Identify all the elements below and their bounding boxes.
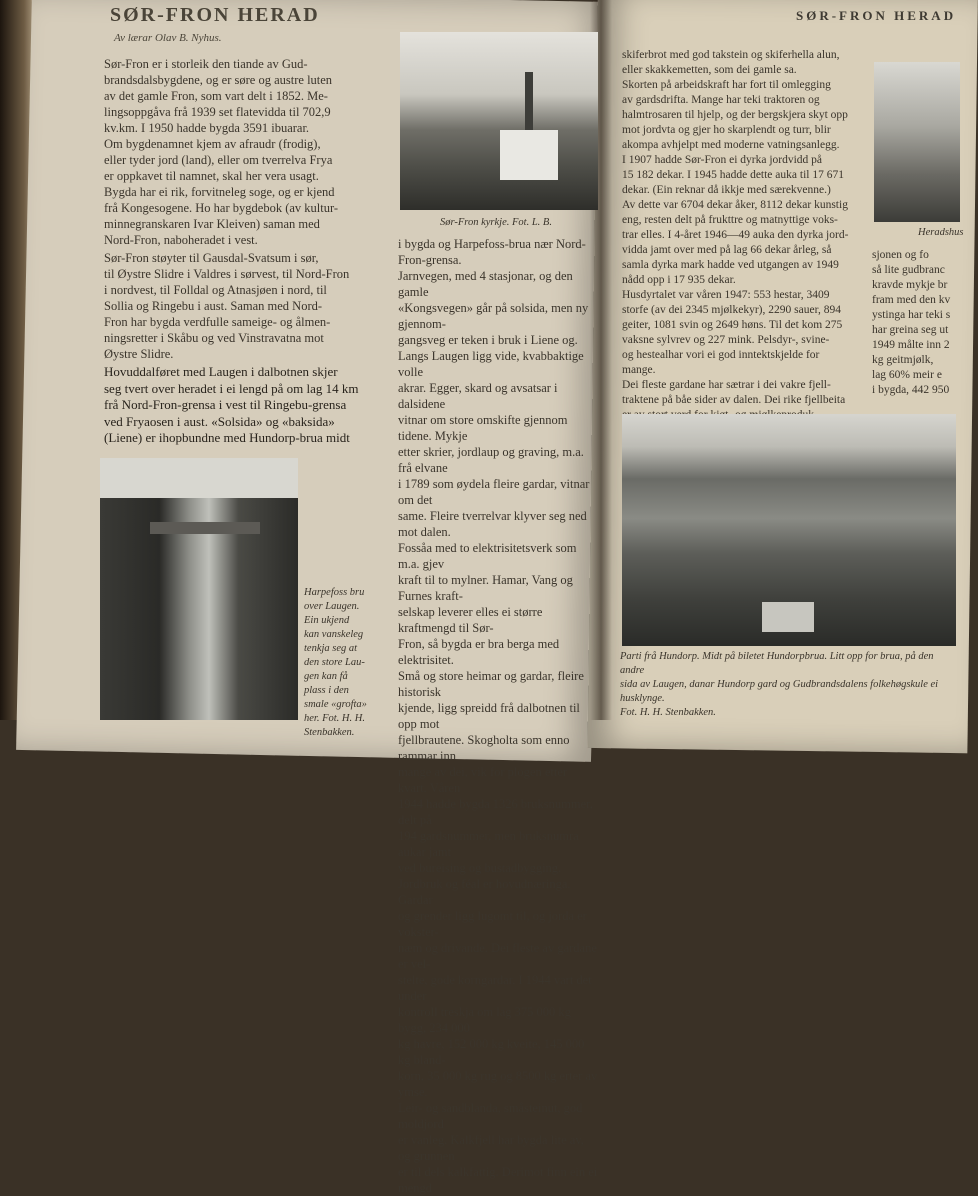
text-column-intro: Sør-Fron er i storleik den tiande av Gud- brandsdalsbygdene, og er søre og austre luten av det gamle Fron, som vart delt i 1852. Me- lingsoppgåva frå 1939 set flatevidda til 702,9 kv.km. I 1950 hadde bygda 3591 ibuarar. Om bygdenamnet kjem av afraudr (frodig), eller tyder jord (land), eller om tverrelva Frya er oppkavet til namnet, skal her vera usagt. Bygda har ei rik, forvitneleg soge, og er kjend frå Kongesogene. Ho har bygdebok (av kultur- minnegranskaren Ivar Kleiven) saman med Nord-Fron, naboheradet i vest. [104,57,339,247]
bridge-photo [100,458,298,720]
valley-caption: Parti frå Hundorp. Midt på biletet Hundorpbrua. Litt opp for brua, på den andre sida av Laugen, danar Hundorp gard og Gudbrandsdalens folkehøgskule ei husklynge. Fot. H. H. Stenbakken. [620,651,939,718]
text-column-middle: i bygda og Harpefoss-brua nær Nord-Fron-grensa. Jarnvegen, med 4 stasjonar, og den gamle «Kongsvegen» går på solsida, men ny gjennom- gangsveg er teken i bruk i Liene og. Langs Laugen ligg vide, kvabbaktige volle akrar. Egger, skard og avsatsar i dalsidene vitnar om store omskifte gjennom tidene. Mykje etter skrier, jordlaup og graving, m.a. frå elvane i 1789 som øydela fleire gardar, vitnar om det same. Fleire tverrelvar klyver seg ned mot dalen. Fossåa med to elektrisitetsverk som m.a. gjev kraft til to mylner. Hamar, Vang og Furnes kraft- selskap leverer elles ei større kraftmengd til Sør- Fron, så bygda er bra berga med elektrisitet. Små og store heimar og gardar, fleire historisk kjende, ligg spreidd frå dalbotnen til opp mot fjellbrautene. Skogholta som enno rammar inn mange av dei, vik for plogen etter kvart. Våren 1944 hadde bygda 1326 bruksnummer, delt på 194 gardsnummer, men bruksnumra aukar jamt ved bureising og bustadbygging. Jordbruk og féal er hovudnæringa. Gardar og grender ligg lugomt til, og jorda er vokster- næm og drivande. Dei fleste av gardane er vel- stelte, gode korngardar. I 1944 vart det under kontroll treskja om lag 375 000 kg bygg, 234 000 kg havre, 152 000 kg kveite, 145 000 kg bland- korn, 35 000 kg rug og 8500 kg erter av ymse. Leir- og sandblanda, småsteinut, god moldjord er vanleg. Kalkfjell har bygda lite av, og grunnen er til dels kalkfattig. Derimot finn ein ei mengd [398,237,598,1195]
church-spire [525,72,533,132]
church-photo [400,32,598,210]
valley-photo [622,414,956,646]
page-title: SØR-FRON HERAD [110,4,320,26]
church-caption: Sør-Fron kyrkje. Fot. L. B. [440,217,552,228]
text-column-borders: Sør-Fron støyter til Gausdal-Svatsum i sør, til Øystre Slidre i Valdres i sørvest, til Nord-Fron i nordvest, til Folldal og Atnasjøen i nord, til Sollia og Ringebu i aust. Saman med Nord- Fron har bygda verdfulle sameige- og ålmen- ningsretter i Skåbu og ved Vinstravatna mot Øystre Slidre. [104,251,350,361]
bridge-caption: Harpefoss bru over Laugen. Ein ukjend kan vanskeleg tenkja seg at den store Lau- gen kan få plass i den smale «grofta» her. Fot. H. H. Stenbakken. [304,587,367,738]
text-column-valley: Hovuddalføret med Laugen i dalbotnen skjer seg tvert over heradet i ei lengd på om lag 14 km frå Nord-Fron-grensa i vest til Ringebu-grensa ved Fryaosen i aust. «Solsida» og «baksida» (Liene) er ihopbundne med Hundorp-brua midt [104,364,359,445]
bridge-span [150,522,260,534]
church-building [500,130,558,180]
valley-house [762,602,814,632]
heradshus-photo [874,62,960,222]
heradshus-caption: Heradshus [918,227,964,238]
text-column-right: skiferbrot med god takstein og skiferhella alun, eller skakkemetten, som dei gamle sa. Skorten på arbeidskraft har fort til omlegging av gardsdrifta. Mange har teki traktoren og halmtrosaren til hjelp, og der bergskjera skyt opp mot jordvta og gjer ho skarplendt og turr, blir akompa avhjelpt med moderne vatningsanlegg. I 1907 hadde Sør-Fron ei dyrka jordvidd på 15 182 dekar. I 1945 hadde dette auka til 17 671 dekar. (Ein reknar då ikkje med særekvenne.) Av dette var 6704 dekar åker, 8112 dekar kunstig eng, resten delt på frukttre og matnyttige voks- trar elles. I 4-året 1946—49 auka den dyrka jord- vidda jamt over med på lag 66 dekar årleg, så samla dyrka mark hadde ved utgangen av 1949 nådd opp i 17 935 dekar. Husdyrtalet var våren 1947: 553 hestar, 3409 storfe (av dei 2345 mjølkekyr), 2290 sauer, 894 geiter, 1081 svin og 2649 høns. Til det kom 275 vaksne sylvrev og 227 mink. Pelsdyr-, svine- og hestealhar vori ei god inntektskjelde for mange. Dei fleste gardane har sætrar i dei vakre fjell- traktene på båe sider av dalen. Dei rike fjellbeita [622,49,849,406]
author-byline: Av lærar Olav B. Nyhus. [114,32,222,44]
running-head: SØR-FRON HERAD [796,8,957,23]
text-column-far-right: sjonen og fo så lite gudbranc kravde mykje br fram med den kv ystinga har teki s har greina seg ut 1949 målte inn 2 kg geitmjølk, lag 60% meir e i bygda, 442 950 [872,249,951,396]
bridge-photo-sky [100,458,298,498]
